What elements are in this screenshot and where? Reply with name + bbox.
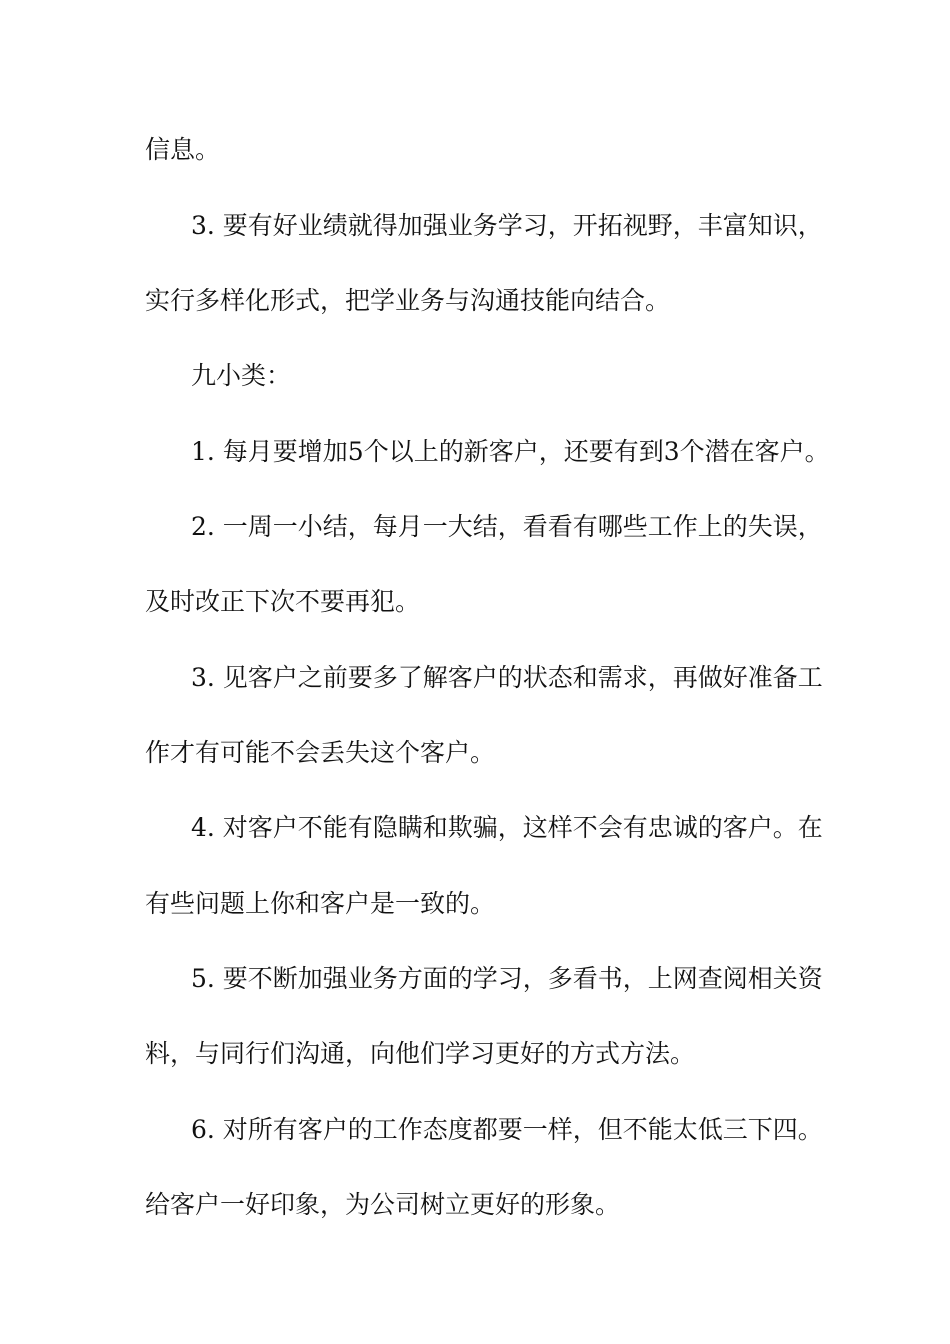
- list-item-2-line-1: 2. 一周一小结，每月一大结，看看有哪些工作上的失误，: [191, 512, 823, 541]
- text-line-continuation: 信息。: [145, 135, 221, 164]
- list-item-6-line-2: 给客户一好印象，为公司树立更好的形象。: [145, 1190, 621, 1219]
- list-item-1-line-1: 1. 每月要增加5个以上的新客户，还要有到3个潜在客户。: [191, 437, 830, 466]
- list-item-3-line-1: 3. 要有好业绩就得加强业务学习，开拓视野，丰富知识，: [191, 211, 823, 240]
- section-heading: 九小类：: [191, 361, 292, 390]
- list-item-4-line-2: 有些问题上你和客户是一致的。: [145, 889, 496, 918]
- list-item-6-line-1: 6. 对所有客户的工作态度都要一样，但不能太低三下四。: [191, 1115, 823, 1144]
- list-item-3b-line-2: 作才有可能不会丢失这个客户。: [145, 738, 496, 767]
- list-item-3-line-2: 实行多样化形式，把学业务与沟通技能向结合。: [145, 286, 671, 315]
- list-item-5-line-1: 5. 要不断加强业务方面的学习，多看书，上网查阅相关资: [191, 964, 823, 993]
- list-item-4-line-1: 4. 对客户不能有隐瞒和欺骗，这样不会有忠诚的客户。在: [191, 813, 823, 842]
- list-item-2-line-2: 及时改正下次不要再犯。: [145, 587, 421, 616]
- list-item-5-line-2: 料，与同行们沟通，向他们学习更好的方式方法。: [145, 1039, 696, 1068]
- list-item-3b-line-1: 3. 见客户之前要多了解客户的状态和需求，再做好准备工: [191, 663, 823, 692]
